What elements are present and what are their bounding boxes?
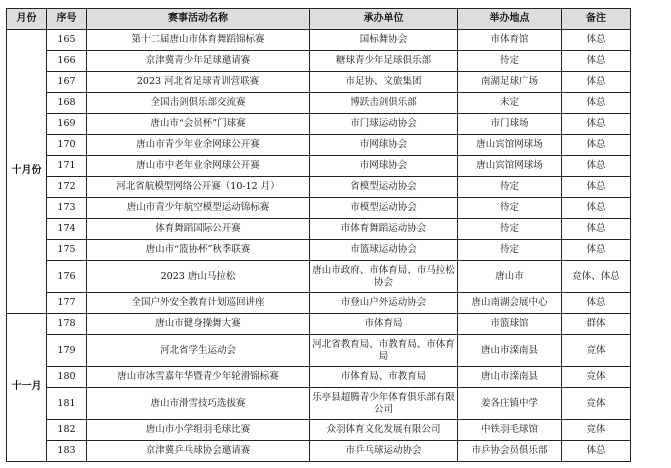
event-name-cell: 全国户外安全教育计划巡回讲座 xyxy=(87,293,310,314)
number-cell: 177 xyxy=(47,293,87,314)
note-cell: 体总 xyxy=(562,240,631,261)
note-cell: 体总 xyxy=(562,219,631,240)
note-cell: 竞体、体总 xyxy=(562,261,631,293)
venue-cell: 市体育馆 xyxy=(458,30,562,51)
organizer-cell: 众羽体育文化发展有限公司 xyxy=(310,420,458,441)
event-name-cell: 唐山市健身操舞大赛 xyxy=(87,314,310,335)
organizer-cell: 市体育局、市教育局 xyxy=(310,367,458,388)
organizer-cell: 市网球协会 xyxy=(310,156,458,177)
venue-cell: 市门球场 xyxy=(458,114,562,135)
note-cell: 竞体 xyxy=(562,420,631,441)
number-cell: 181 xyxy=(47,388,87,420)
event-name-cell: 京津冀青少年足球邀请赛 xyxy=(87,51,310,72)
event-name-cell: 河北省学生运动会 xyxy=(87,335,310,367)
note-cell: 体总 xyxy=(562,93,631,114)
schedule-table-wrapper xyxy=(6,8,631,462)
table-row xyxy=(7,135,631,156)
table-row xyxy=(7,261,631,293)
table-row xyxy=(7,30,631,51)
table-body xyxy=(7,30,631,462)
number-cell: 168 xyxy=(47,93,87,114)
event-name-cell: 全国击剑俱乐部交流赛 xyxy=(87,93,310,114)
venue-cell: 唐山南湖会展中心 xyxy=(458,293,562,314)
venue-cell: 姜各庄镇中学 xyxy=(458,388,562,420)
event-name-cell: 第十二届唐山市体育舞蹈锦标赛 xyxy=(87,30,310,51)
number-cell: 175 xyxy=(47,240,87,261)
event-name-cell: 唐山市“篮协杯”秋季联赛 xyxy=(87,240,310,261)
header-organizer: 承办单位 xyxy=(310,9,458,30)
event-name-cell: 唐山市“会员杯”门球赛 xyxy=(87,114,310,135)
table-row xyxy=(7,93,631,114)
note-cell: 体总 xyxy=(562,30,631,51)
venue-cell: 市乒协会员俱乐部 xyxy=(458,441,562,462)
event-name-cell: 2023 唐山马拉松 xyxy=(87,261,310,293)
header-number: 序号 xyxy=(47,9,87,30)
table-row xyxy=(7,420,631,441)
month-cell: 十一月 xyxy=(7,314,47,462)
table-row xyxy=(7,367,631,388)
number-cell: 176 xyxy=(47,261,87,293)
organizer-cell: 糖球青少年足球俱乐部 xyxy=(310,51,458,72)
note-cell: 体总 xyxy=(562,198,631,219)
number-cell: 183 xyxy=(47,441,87,462)
venue-cell: 中铁羽毛球馆 xyxy=(458,420,562,441)
organizer-cell: 市体育舞蹈运动协会 xyxy=(310,219,458,240)
note-cell: 体总 xyxy=(562,72,631,93)
event-name-cell: 2023 河北省足球青训营联赛 xyxy=(87,72,310,93)
venue-cell: 未定 xyxy=(458,93,562,114)
organizer-cell: 市乒乓球运动协会 xyxy=(310,441,458,462)
note-cell: 竞体 xyxy=(562,335,631,367)
table-row xyxy=(7,293,631,314)
number-cell: 171 xyxy=(47,156,87,177)
organizer-cell: 唐山市政府、市体育局、市马拉松协会 xyxy=(310,261,458,293)
note-cell: 竞体 xyxy=(562,367,631,388)
organizer-cell: 市模型运动协会 xyxy=(310,198,458,219)
events-schedule-table xyxy=(6,8,631,462)
number-cell: 182 xyxy=(47,420,87,441)
number-cell: 180 xyxy=(47,367,87,388)
table-row xyxy=(7,198,631,219)
header-month: 月份 xyxy=(7,9,47,30)
number-cell: 172 xyxy=(47,177,87,198)
event-name-cell: 唐山市中老年业余网球公开赛 xyxy=(87,156,310,177)
number-cell: 169 xyxy=(47,114,87,135)
organizer-cell: 博跃击剑俱乐部 xyxy=(310,93,458,114)
organizer-cell: 市登山户外运动协会 xyxy=(310,293,458,314)
number-cell: 167 xyxy=(47,72,87,93)
event-name-cell: 体育舞蹈国际公开赛 xyxy=(87,219,310,240)
venue-cell: 待定 xyxy=(458,219,562,240)
event-name-cell: 唐山市冰雪嘉年华暨青少年轮滑锦标赛 xyxy=(87,367,310,388)
table-row xyxy=(7,177,631,198)
note-cell: 体总 xyxy=(562,293,631,314)
number-cell: 173 xyxy=(47,198,87,219)
venue-cell: 市篮球馆 xyxy=(458,314,562,335)
organizer-cell: 市门球运动协会 xyxy=(310,114,458,135)
organizer-cell: 市网球协会 xyxy=(310,135,458,156)
note-cell: 体总 xyxy=(562,135,631,156)
note-cell: 体总 xyxy=(562,114,631,135)
note-cell: 体总 xyxy=(562,441,631,462)
organizer-cell: 省模型运动协会 xyxy=(310,177,458,198)
number-cell: 179 xyxy=(47,335,87,367)
month-cell: 十月份 xyxy=(7,30,47,314)
table-row xyxy=(7,219,631,240)
table-row xyxy=(7,51,631,72)
organizer-cell: 河北省教育局、市教育局、市体育局 xyxy=(310,335,458,367)
organizer-cell: 国标舞协会 xyxy=(310,30,458,51)
organizer-cell: 市体育局 xyxy=(310,314,458,335)
note-cell: 体总 xyxy=(562,177,631,198)
event-name-cell: 河北省航模型网络公开赛（10-12 月） xyxy=(87,177,310,198)
note-cell: 群体 xyxy=(562,314,631,335)
header-note: 备注 xyxy=(562,9,631,30)
venue-cell: 南湖足球广场 xyxy=(458,72,562,93)
venue-cell: 唐山宾馆网球场 xyxy=(458,156,562,177)
note-cell: 体总 xyxy=(562,51,631,72)
table-row xyxy=(7,72,631,93)
event-name-cell: 唐山市青少年业余网球公开赛 xyxy=(87,135,310,156)
number-cell: 174 xyxy=(47,219,87,240)
table-row xyxy=(7,388,631,420)
header-venue: 举办地点 xyxy=(458,9,562,30)
event-name-cell: 京津冀乒乓球协会邀请赛 xyxy=(87,441,310,462)
number-cell: 166 xyxy=(47,51,87,72)
table-row xyxy=(7,156,631,177)
note-cell: 竞体 xyxy=(562,388,631,420)
note-cell: 体总 xyxy=(562,156,631,177)
header-event-name: 赛事活动名称 xyxy=(87,9,310,30)
venue-cell: 唐山市滦南县 xyxy=(458,335,562,367)
number-cell: 170 xyxy=(47,135,87,156)
number-cell: 178 xyxy=(47,314,87,335)
table-row xyxy=(7,441,631,462)
venue-cell: 待定 xyxy=(458,240,562,261)
header-row xyxy=(7,9,631,30)
venue-cell: 待定 xyxy=(458,177,562,198)
venue-cell: 待定 xyxy=(458,51,562,72)
table-row xyxy=(7,314,631,335)
venue-cell: 唐山市 xyxy=(458,261,562,293)
event-name-cell: 唐山市滑雪技巧选拔赛 xyxy=(87,388,310,420)
number-cell: 165 xyxy=(47,30,87,51)
table-row xyxy=(7,335,631,367)
table-row xyxy=(7,114,631,135)
organizer-cell: 市足协、文旅集团 xyxy=(310,72,458,93)
organizer-cell: 乐亭县超腾青少年体育俱乐部有限公司 xyxy=(310,388,458,420)
organizer-cell: 市篮球运动协会 xyxy=(310,240,458,261)
venue-cell: 唐山市滦南县 xyxy=(458,367,562,388)
event-name-cell: 唐山市青少年航空模型运动锦标赛 xyxy=(87,198,310,219)
venue-cell: 待定 xyxy=(458,198,562,219)
venue-cell: 唐山宾馆网球场 xyxy=(458,135,562,156)
table-row xyxy=(7,240,631,261)
event-name-cell: 唐山市小学组羽毛球比赛 xyxy=(87,420,310,441)
